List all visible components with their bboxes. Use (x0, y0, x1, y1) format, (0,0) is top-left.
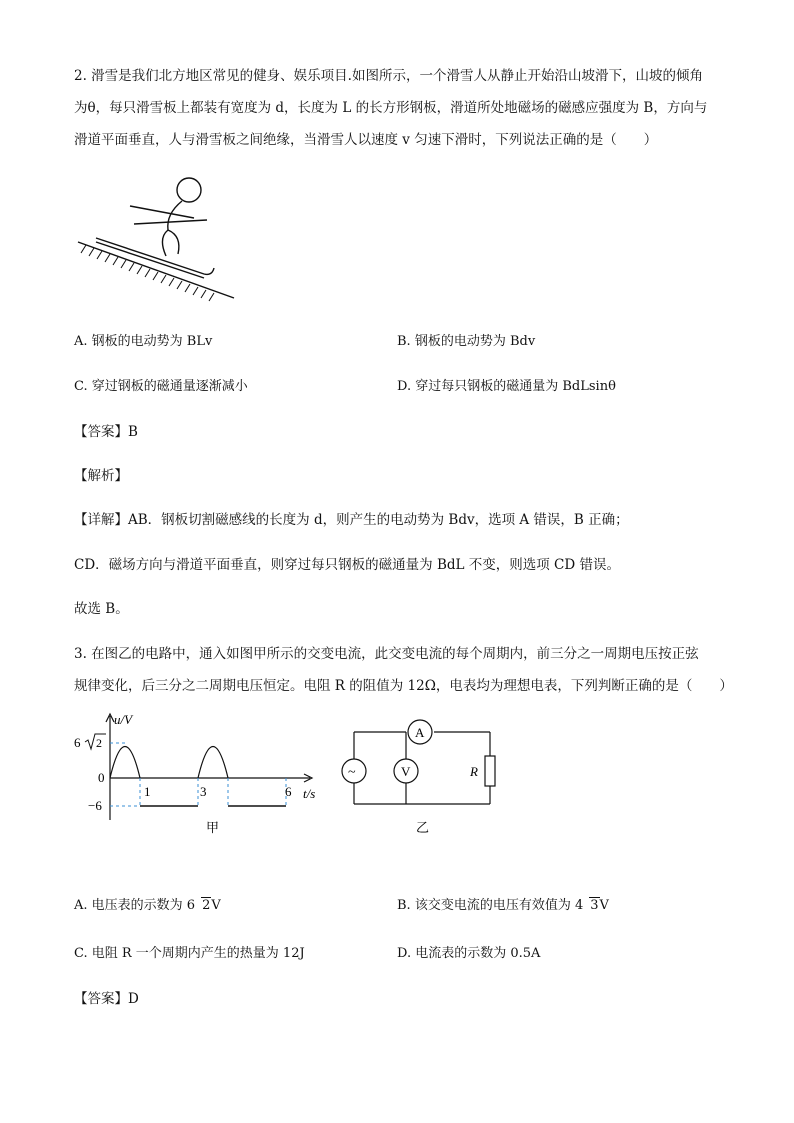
y-max-label: 6 (74, 735, 81, 750)
graph-caption: 甲 (206, 820, 220, 835)
ammeter-label: A (415, 725, 425, 740)
q3-option-b (397, 896, 609, 916)
q2-option-c: C. 穿过钢板的磁通量逐渐减小 (74, 379, 248, 394)
q2-conclusion: 故选 B。 (74, 601, 129, 617)
q3-option-c: C. 电阻 R 一个周期内产生的热量为 12J (74, 946, 305, 961)
ac-source-symbol: ~ (348, 765, 356, 780)
circuit-caption: 乙 (416, 820, 430, 835)
q2-option-a: A. 钢板的电动势为 BLv (74, 334, 213, 349)
skier-figure (74, 170, 244, 305)
resistor-label: R (470, 764, 478, 779)
q2-answer: 【答案】B (74, 424, 138, 440)
q3-option-b-root: 3 (590, 898, 599, 913)
y-max-root-label: 2 (96, 736, 102, 750)
x-tick-3: 3 (200, 784, 207, 799)
q2-option-d: D. 穿过每只钢板的磁通量为 BdLsinθ (397, 379, 616, 394)
q2-option-b: B. 钢板的电动势为 Bdv (397, 334, 536, 349)
voltmeter-label: V (401, 764, 411, 779)
q2-analysis-heading: 【解析】 (74, 468, 128, 484)
q3-option-a (74, 896, 221, 916)
q3-option-a-unit: V (211, 898, 221, 913)
x-tick-1: 1 (144, 784, 151, 799)
y-axis-label: u/V (114, 712, 133, 727)
circuit-diagram (340, 712, 510, 840)
q3-option-b-unit: V (599, 898, 609, 913)
x-tick-6: 6 (285, 784, 292, 799)
q2-stem-line-2: 为θ，每只滑雪板上都装有宽度为 d，长度为 L 的长方形钢板，滑道所处地磁场的磁感应强度为 B，方向与 (74, 100, 708, 116)
q2-detail-line-1: 【详解】AB．钢板切割磁感线的长度为 d，则产生的电动势为 Bdv，选项 A 错误，B 正确； (74, 512, 629, 528)
q2-stem-line-3: 滑道平面垂直，人与滑雪板之间绝缘，当滑雪人以速度 v 匀速下滑时，下列说法正确的是（ ） (74, 132, 658, 148)
q3-option-d: D. 电流表的示数为 0.5A (397, 946, 541, 961)
y-min-label: −6 (88, 798, 102, 813)
q3-option-a-root: 2 (202, 898, 211, 913)
q3-option-b-text: B. 该交变电流的电压有效值为 4 (397, 898, 584, 913)
q3-stem-line-1: 3. 在图乙的电路中，通入如图甲所示的交变电流，此交变电流的每个周期内，前三分之一周期电压按正弦 (74, 646, 699, 662)
q2-detail-line-2: CD．磁场方向与滑道平面垂直，则穿过每只钢板的磁通量为 BdL 不变，则选项 CD 错误。 (74, 557, 620, 573)
y-zero-label: 0 (98, 770, 105, 785)
q3-answer: 【答案】D (74, 991, 139, 1007)
q3-option-a-text: A. 电压表的示数为 6 (74, 898, 196, 913)
voltage-time-graph (70, 710, 330, 840)
q2-stem-line-1: 2. 滑雪是我们北方地区常见的健身、娱乐项目.如图所示，一个滑雪人从静止开始沿山坡滑下，山坡的倾角 (74, 68, 703, 84)
x-axis-label: t/s (303, 786, 316, 801)
q3-stem-line-2: 规律变化，后三分之二周期电压恒定。电阻 R 的阻值为 12Ω，电表均为理想电表，下列判断正确的是（ ） (74, 678, 733, 694)
